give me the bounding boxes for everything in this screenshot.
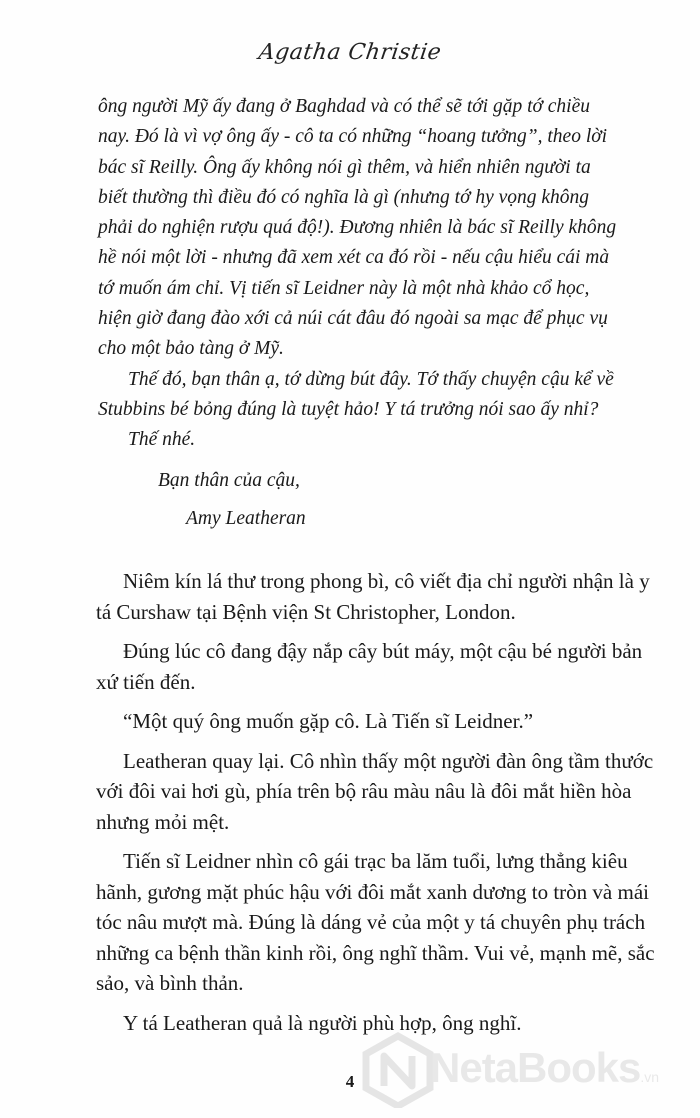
letter-signature-name: Amy Leatheran: [186, 507, 306, 529]
narrative-paragraph-5: Tiến sĩ Leidner nhìn cô gái trạc ba lăm tuổi, lưng thẳng kiêu hãnh, gương mặt phúc hậu với đôi mắt xanh dương to tròn và mái tóc nâu mượt mà. Đúng là dáng vẻ của một y tá chuyên phụ trách những ca bệnh thần kinh rồi, ông nghĩ thầm. Vui vẻ, mạnh mẽ, sắc sảo, và bình thản.: [96, 849, 655, 995]
letter-paragraph-2: Thế đó, bạn thân ạ, tớ dừng bút đây. Tớ thấy chuyện cậu kể về Stubbins bé bỏng đúng là tuyệt hảo! Y tá trưởng nói sao ấy nhỉ?: [98, 368, 614, 420]
narrative-paragraph-4: Leatheran quay lại. Cô nhìn thấy một người đàn ông tầm thước với đôi vai hơi gù, phía trên bộ râu màu nâu là đôi mắt hiền hòa nhưng mỏi mệt.: [96, 748, 654, 834]
letter-closing-salutation: Bạn thân của cậu,: [158, 469, 300, 491]
letter-paragraph-1: ông người Mỹ ấy đang ở Baghdad và có thể sẽ tới gặp tớ chiều nay. Đó là vì vợ ông ấy - cô ta có những “hoang tưởng”, theo lời bác sĩ Reilly. Ông ấy không nói gì thêm, và hiển nhiên người ta biết thường thì điều đó có nghĩa là gì (nhưng tớ hy vọng không phải do nghiện rượu quá độ!). Đương nhiên là bác sĩ Reilly không hề nói một lời - nhưng đã xem xét ca đó rồi - nếu cậu hiểu cái mà tớ muốn ám chỉ. Vị tiến sĩ Leidner này là một nhà khảo cổ học, hiện giờ đang đào xới cả núi cát đâu đó ngoài sa mạc để phục vụ cho một bảo tàng ở Mỹ.: [98, 96, 617, 360]
narrative-section: [96, 566, 656, 1047]
narrative-paragraph-2: Đúng lúc cô đang đậy nắp cây bút máy, một cậu bé người bản xứ tiến đến.: [96, 639, 643, 694]
narrative-paragraph-1: Niêm kín lá thư trong phong bì, cô viết địa chỉ người nhận là y tá Curshaw tại Bệnh viện St Christopher, London.: [96, 569, 650, 624]
watermark-domain-suffix: .vn: [640, 1069, 660, 1085]
author-signature-header: Agatha Christie: [257, 40, 443, 65]
letter-closing-farewell: Thế nhé.: [128, 429, 196, 451]
narrative-paragraph-3: “Một quý ông muốn gặp cô. Là Tiến sĩ Leidner.”: [123, 709, 534, 733]
watermark-brand: NetaBooks: [430, 1044, 641, 1091]
page-number: 4: [345, 1072, 355, 1091]
letter-section: [98, 92, 618, 534]
narrative-paragraph-6: Y tá Leatheran quả là người phù hợp, ông nghĩ.: [123, 1010, 522, 1035]
